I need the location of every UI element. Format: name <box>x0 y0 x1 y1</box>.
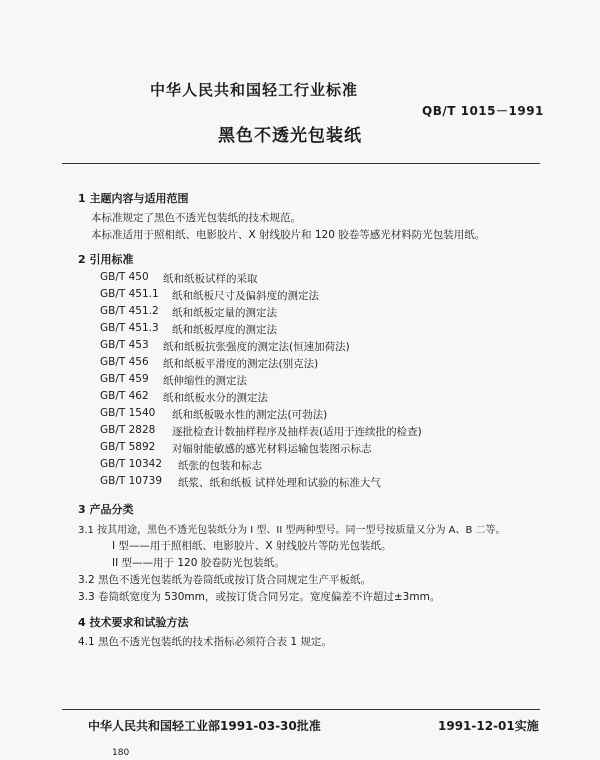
section-1-heading: 1 主题内容与适用范围 <box>78 192 189 205</box>
clause-3-1-type-2: II 型——用于 120 胶卷防光包装纸。 <box>112 557 285 569</box>
reference-item-text: 逐批检查计数抽样程序及抽样表(适用于连续批的检查) <box>172 426 422 438</box>
clause-3-1: 3.1 按其用途，黑色不透光包装纸分为 I 型、II 型两种型号。同一型号按质量又分为 A、B 二等。 <box>78 525 506 536</box>
reference-item: GB/T 2828 <box>100 424 156 436</box>
approval-line: 中华人民共和国轻工业部1991-03-30批准 <box>88 719 321 733</box>
reference-item: GB/T 10739 <box>100 475 163 487</box>
section-1-paragraph-1: 本标准规定了黑色不透光包装纸的技术规范。 <box>91 212 301 224</box>
reference-item-text: 纸和纸板水分的测定法 <box>163 392 268 404</box>
reference-item-text: 纸和纸板试样的采取 <box>163 273 258 285</box>
footer-rule <box>62 709 540 710</box>
reference-item-text: 纸和纸板尺寸及偏斜度的测定法 <box>172 290 319 302</box>
document-title: 黑色不透光包装纸 <box>218 126 362 146</box>
page-number: 180 <box>112 748 130 758</box>
reference-item: GB/T 451.3 <box>100 322 159 334</box>
reference-item-text: 对辐射能敏感的感光材料运输包装图示标志 <box>172 443 372 455</box>
reference-item: GB/T 450 <box>100 271 149 283</box>
reference-item: GB/T 462 <box>100 390 149 402</box>
reference-item-text: 纸和纸板平滑度的测定法(别克法) <box>163 358 319 370</box>
reference-item-text: 纸浆、纸和纸板 试样处理和试验的标准大气 <box>178 477 381 489</box>
reference-item: GB/T 459 <box>100 373 149 385</box>
reference-item-text: 纸和纸板厚度的测定法 <box>172 324 277 336</box>
section-3-heading: 3 产品分类 <box>78 503 134 516</box>
reference-item: GB/T 5892 <box>100 441 156 453</box>
standard-code: QB/T 1015－1991 <box>422 104 544 118</box>
section-2-heading: 2 引用标准 <box>78 253 134 266</box>
reference-item-text: 纸和纸板抗张强度的测定法(恒速加荷法) <box>163 341 350 353</box>
org-standard-title: 中华人民共和国轻工行业标准 <box>150 81 359 99</box>
section-1-paragraph-2: 本标准适用于照相纸、电影胶片、X 射线胶片和 120 胶卷等感光材料防光包装用纸。 <box>91 229 486 241</box>
reference-item-text: 纸和纸板吸水性的测定法(可勃法) <box>172 409 328 421</box>
reference-item: GB/T 456 <box>100 356 149 368</box>
clause-3-2: 3.2 黑色不透光包装纸为卷筒纸或按订货合同规定生产平板纸。 <box>78 574 372 586</box>
reference-item: GB/T 1540 <box>100 407 156 419</box>
effective-date: 1991-12-01实施 <box>438 719 539 733</box>
clause-4-1: 4.1 黑色不透光包装纸的技术指标必须符合表 1 规定。 <box>78 636 332 648</box>
header-rule <box>62 163 540 164</box>
reference-item-text: 纸伸缩性的测定法 <box>163 375 247 387</box>
reference-item: GB/T 451.2 <box>100 305 159 317</box>
reference-item: GB/T 10342 <box>100 458 163 470</box>
section-4-heading: 4 技术要求和试验方法 <box>78 616 189 629</box>
clause-3-1-type-1: I 型——用于照相纸、电影胶片、X 射线胶片等防光包装纸。 <box>112 540 392 552</box>
reference-item: GB/T 453 <box>100 339 149 351</box>
clause-3-3: 3.3 卷筒纸宽度为 530mm，或按订货合同另定。宽度偏差不许超过±3mm。 <box>78 591 441 603</box>
reference-item-text: 纸张的包装和标志 <box>178 460 262 472</box>
reference-item: GB/T 451.1 <box>100 288 159 300</box>
reference-item-text: 纸和纸板定量的测定法 <box>172 307 277 319</box>
